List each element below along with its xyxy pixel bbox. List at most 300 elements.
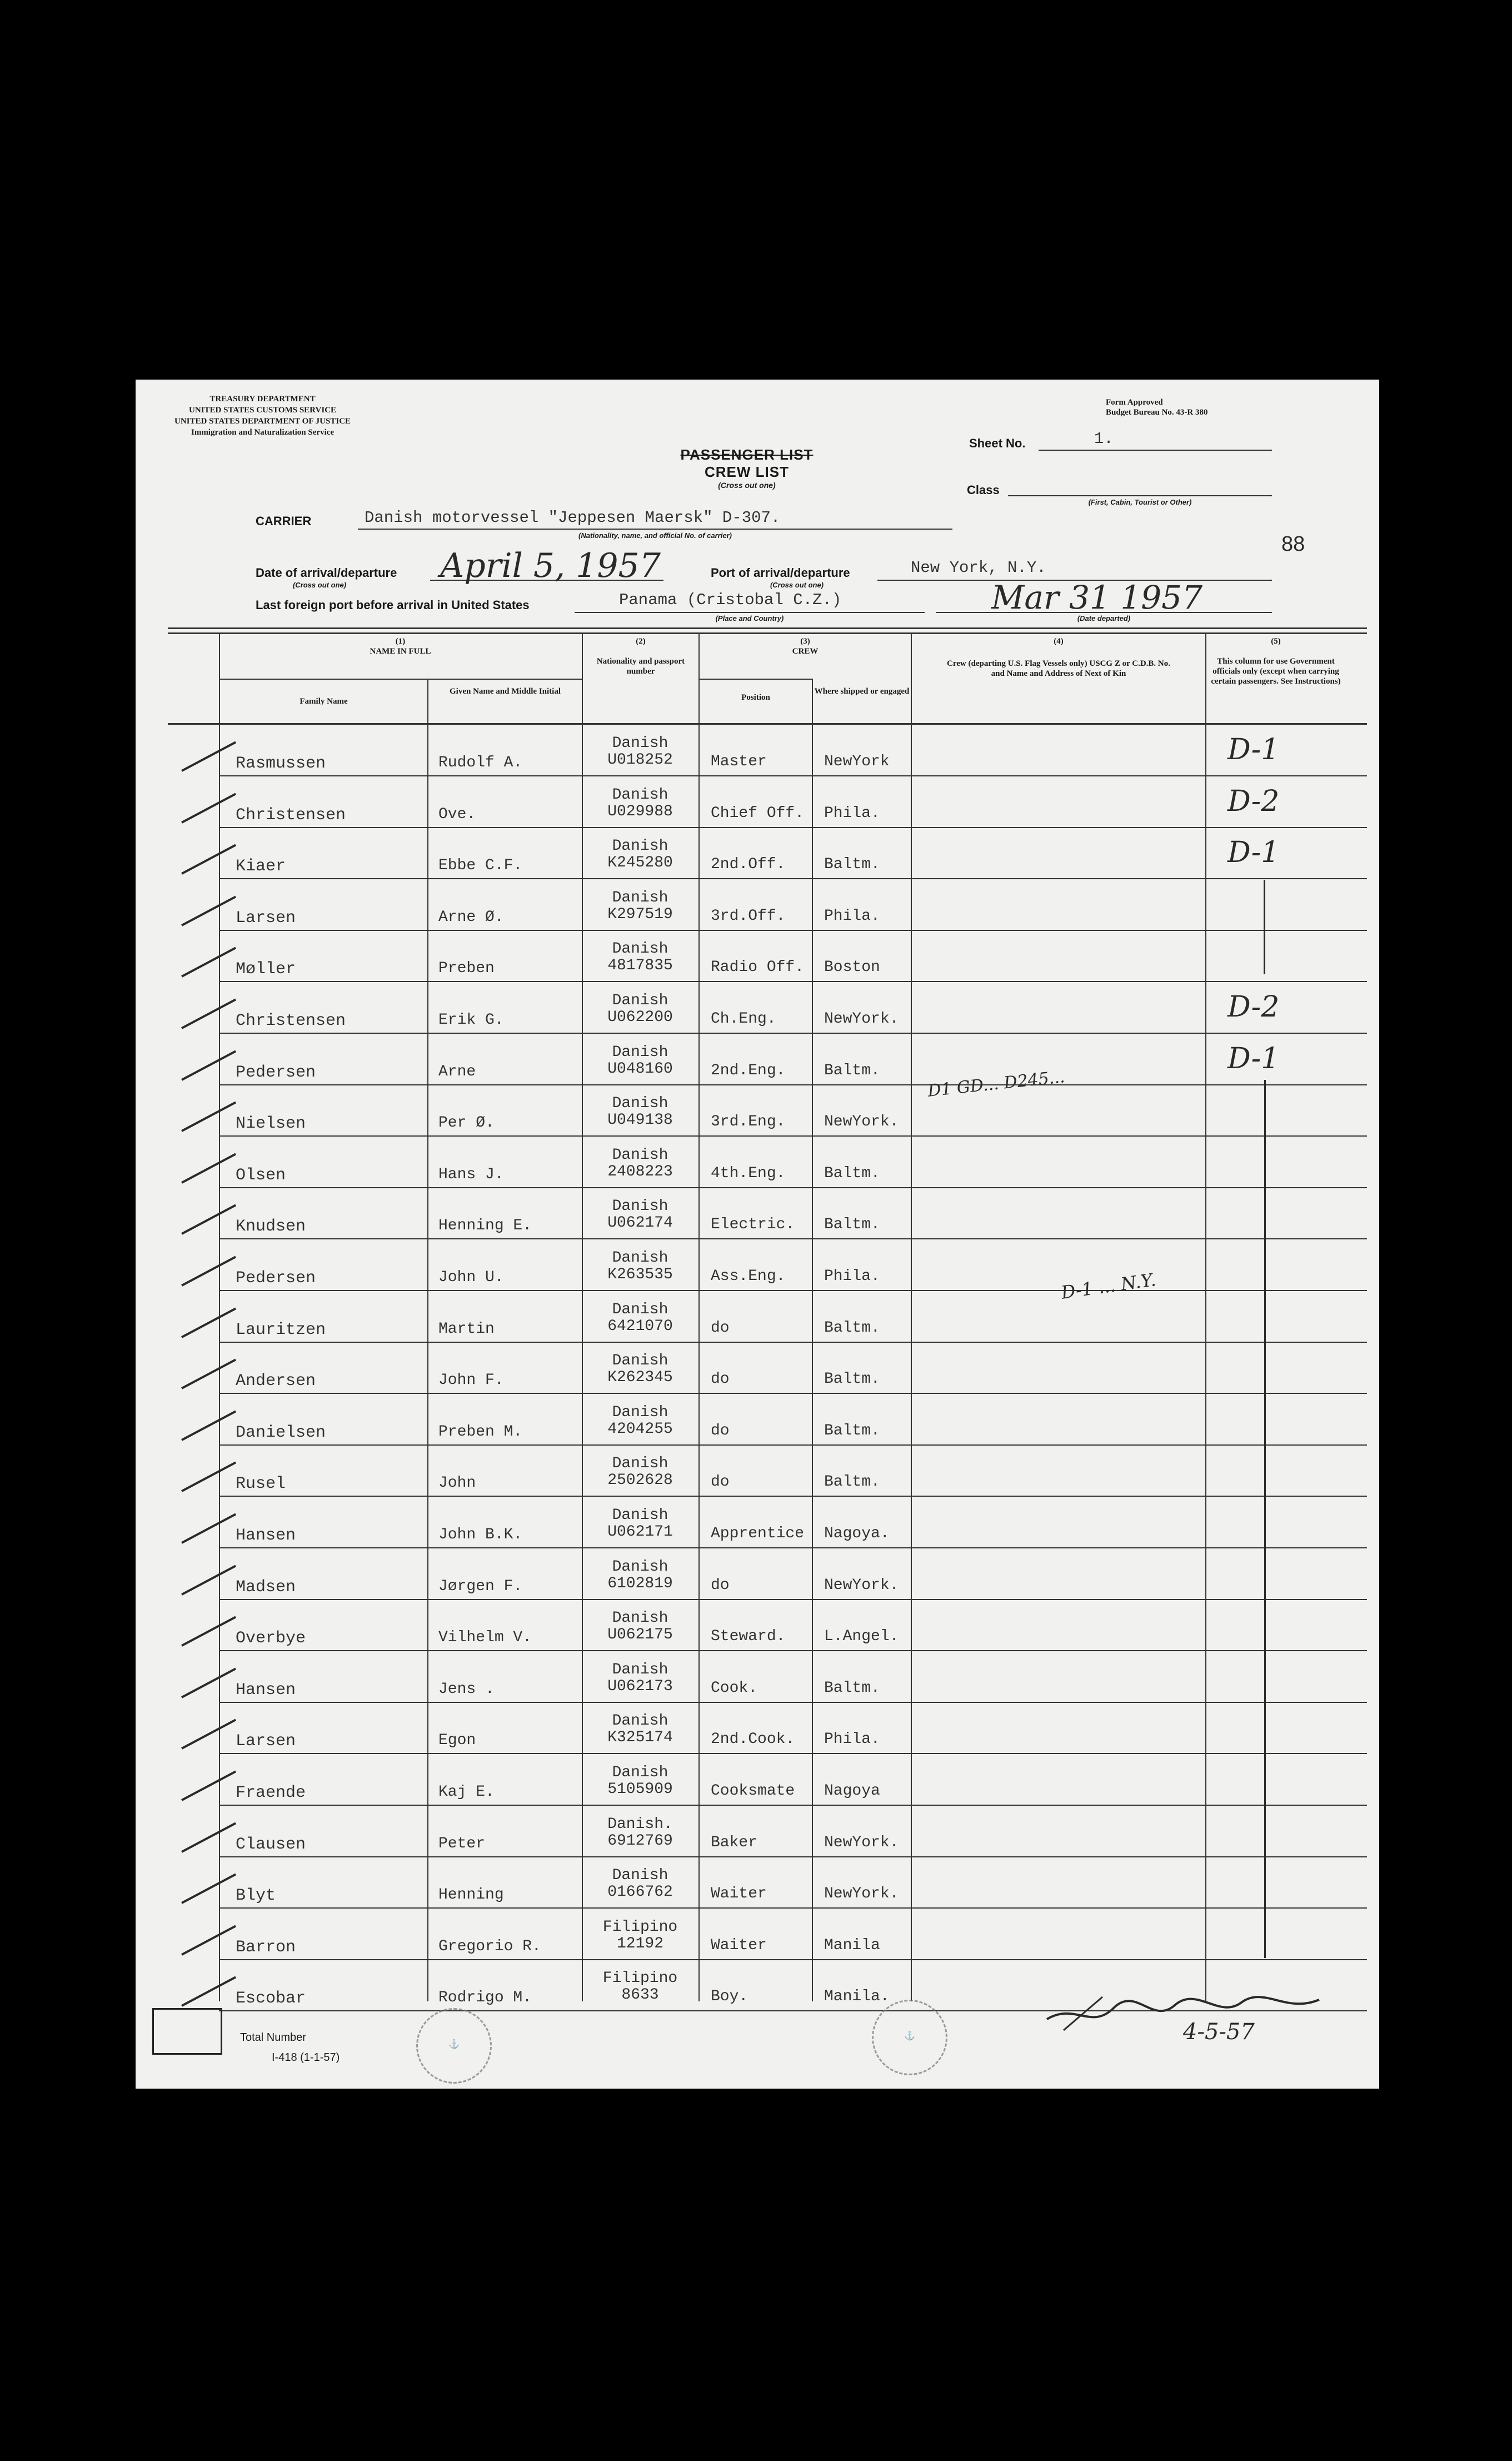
crew-position: Steward.: [711, 1628, 786, 1645]
official-mark: D-1: [1227, 836, 1280, 869]
last-port-rule: [575, 612, 925, 613]
checkmark: [181, 1462, 236, 1492]
where-engaged: Baltm.: [824, 1216, 880, 1233]
given-name: Rodrigo M.: [438, 1989, 532, 2006]
checkmark: [181, 1874, 236, 1904]
where-engaged: Baltm.: [824, 1319, 880, 1337]
checkmark: [181, 1050, 236, 1081]
crew-position: 3rd.Off.: [711, 908, 786, 925]
passport-number: U062173: [607, 1678, 673, 1695]
where-engaged: Baltm.: [824, 856, 880, 873]
nationality-passport: [582, 993, 698, 1026]
crew-position: Baker: [711, 1834, 758, 1851]
family-name: Olsen: [236, 1166, 286, 1185]
crew-position: Ch.Eng.: [711, 1010, 776, 1028]
where-engaged: NewYork.: [824, 1577, 899, 1594]
nationality: Danish: [612, 1867, 668, 1884]
port-hint: (Cross out one): [770, 581, 824, 589]
nationality: Danish.: [607, 1816, 673, 1833]
family-name: Madsen: [236, 1578, 296, 1597]
row-divider: [219, 1650, 1367, 1651]
given-name: Gregorio R.: [438, 1938, 541, 1955]
table-top-border: [168, 627, 1367, 629]
nationality: Danish: [612, 1661, 668, 1678]
row-divider: [219, 1547, 1367, 1548]
passport-number: U062200: [607, 1009, 673, 1026]
col-divider-officials: [1205, 632, 1206, 2001]
family-name: Blyt: [236, 1886, 276, 1905]
nationality-passport: [582, 1353, 698, 1386]
header-bottom-border: [168, 723, 1367, 725]
nationality: Filipino: [602, 1919, 678, 1936]
nationality-passport: [582, 1559, 698, 1592]
family-name: Rusel: [236, 1474, 286, 1493]
passport-number: 2408223: [607, 1163, 673, 1180]
nationality: Danish: [612, 1352, 668, 1369]
nationality-passport: [582, 1970, 698, 2004]
checkmark: [181, 1513, 236, 1544]
carrier-rule: [358, 529, 952, 530]
nationality: Danish: [612, 1044, 668, 1061]
row-divider: [219, 827, 1367, 828]
family-name: Nielsen: [236, 1114, 306, 1133]
col-divider-given: [427, 679, 428, 2001]
nationality-passport: [582, 1713, 698, 1746]
nationality-passport: [582, 1610, 698, 1643]
crew-position: 2nd.Cook.: [711, 1731, 795, 1748]
passport-number: 5105909: [607, 1781, 673, 1798]
col-divider-crew: [698, 632, 700, 2001]
passenger-list-title-struck: PASSENGER LIST: [680, 446, 814, 463]
col-divider-kin: [911, 632, 912, 2001]
nationality-passport: [582, 890, 698, 923]
agency-line: TREASURY DEPARTMENT: [209, 395, 316, 403]
where-engaged: NewYork: [824, 753, 890, 770]
date-departed-value: Mar 31 1957: [991, 579, 1202, 616]
family-name: Hansen: [236, 1526, 296, 1545]
crew-position: Cooksmate: [711, 1782, 795, 1800]
passport-number: 0166762: [607, 1884, 673, 1901]
given-name: Arne Ø.: [438, 909, 504, 926]
checkmark: [181, 1616, 236, 1647]
nationality: Filipino: [602, 1970, 678, 1987]
passport-number: K263535: [607, 1266, 673, 1283]
nationality-passport: [582, 1250, 698, 1283]
total-number-box: [152, 2008, 222, 2055]
crew-position: Boy.: [711, 1988, 748, 2005]
crew-position: 4th.Eng.: [711, 1165, 786, 1182]
given-name: Jørgen F.: [438, 1578, 523, 1595]
checkmark: [181, 1153, 236, 1184]
checkmark: [181, 741, 236, 772]
passport-number: K325174: [607, 1729, 673, 1746]
col5-bracket-line: [1264, 880, 1265, 974]
last-port-hint: (Place and Country): [715, 614, 784, 622]
given-name: Peter: [438, 1835, 486, 1852]
signature-date: 4-5-57: [1183, 2019, 1255, 2045]
passport-number: 6421070: [607, 1318, 673, 1335]
row-divider: [219, 1805, 1367, 1806]
row-divider: [219, 1959, 1367, 1960]
crew-position: do: [711, 1371, 730, 1388]
nationality: Danish: [612, 1455, 668, 1472]
col5-number: (5): [1271, 637, 1281, 646]
where-engaged: Baltm.: [824, 1473, 880, 1491]
col1-title: NAME IN FULL: [370, 647, 431, 656]
nationality-passport: [582, 1198, 698, 1232]
crew-position: 3rd.Eng.: [711, 1113, 786, 1130]
family-name: Andersen: [236, 1372, 316, 1391]
col1-header: [219, 636, 582, 656]
family-name: Rasmussen: [236, 754, 326, 773]
where-engaged: Baltm.: [824, 1165, 880, 1182]
col4-title: Crew (departing U.S. Flag Vessels only) USCG Z or C.D.B. No. and Name and Address of Next of Kin: [947, 659, 1170, 678]
where-engaged: Phila.: [824, 908, 880, 925]
row-divider: [219, 1393, 1367, 1394]
row-divider: [219, 1702, 1367, 1703]
checkmark: [181, 1822, 236, 1853]
given-name: Rudolf A.: [438, 754, 523, 771]
crew-position: Waiter: [711, 1885, 767, 1902]
date-departed-hint: (Date departed): [1077, 614, 1131, 622]
date-label: Date of arrival/departure: [256, 566, 397, 580]
official-mark: D-1: [1227, 733, 1280, 766]
where-engaged: NewYork.: [824, 1885, 899, 1902]
passport-number: 12192: [616, 1935, 663, 1952]
nationality-passport: [582, 838, 698, 871]
class-rule: [1008, 495, 1272, 496]
where-header: Where shipped or engaged: [814, 687, 910, 696]
where-engaged: L.Angel.: [824, 1628, 899, 1645]
agency-line: UNITED STATES DEPARTMENT OF JUSTICE: [174, 417, 351, 426]
nationality-passport: [582, 735, 698, 769]
checkmark: [181, 1565, 236, 1596]
family-name: Knudsen: [236, 1217, 306, 1236]
nationality: Danish: [612, 786, 668, 804]
row-divider: [219, 981, 1367, 982]
nationality: Danish: [612, 1610, 668, 1627]
row-divider: [219, 1444, 1367, 1446]
where-engaged: Nagoya: [824, 1782, 880, 1800]
list-title: [647, 446, 847, 490]
header-split-name: [219, 679, 582, 680]
where-engaged: Nagoya.: [824, 1525, 890, 1542]
crew-position: Master: [711, 753, 767, 770]
where-engaged: Manila: [824, 1937, 880, 1954]
row-divider: [219, 1135, 1367, 1137]
nationality-passport: [582, 1147, 698, 1180]
given-name: John: [438, 1474, 476, 1492]
passport-number: 2502628: [607, 1472, 673, 1489]
nationality: Danish: [612, 735, 668, 752]
family-name: Escobar: [236, 1989, 306, 2008]
passport-number: U018252: [607, 751, 673, 769]
row-divider: [219, 1599, 1367, 1600]
passport-number: K245280: [607, 854, 673, 871]
given-name: John U.: [438, 1269, 504, 1286]
family-name: Pedersen: [236, 1063, 316, 1082]
carrier-value: Danish motorvessel "Jeppesen Maersk" D-307.: [365, 509, 781, 527]
col5-title: This column for use Government officials only (except when carrying certain passengers. See Instructions): [1211, 657, 1341, 686]
form-approved-text: Form Approved: [1106, 398, 1163, 407]
checkmark: [181, 1925, 236, 1956]
col5-header: [1206, 636, 1345, 686]
row-divider: [219, 878, 1367, 879]
nationality-passport: [582, 1456, 698, 1489]
family-name-header: Family Name: [300, 697, 348, 706]
passport-number: 4204255: [607, 1421, 673, 1438]
agency-line: UNITED STATES CUSTOMS SERVICE: [189, 406, 336, 415]
given-name: Ebbe C.F.: [438, 857, 523, 874]
crew-position: do: [711, 1319, 730, 1337]
passport-number: U062171: [607, 1523, 673, 1541]
carrier-label: CARRIER: [256, 514, 312, 528]
col2-title: Nationality and passport number: [596, 657, 685, 676]
col3-header: [700, 636, 911, 656]
row-divider: [219, 775, 1367, 776]
where-engaged: Boston: [824, 959, 880, 976]
where-engaged: Phila.: [824, 1731, 880, 1748]
nationality: Danish: [612, 889, 668, 906]
col4-number: (4): [1054, 637, 1064, 646]
nationality-passport: [582, 1507, 698, 1541]
family-name: Larsen: [236, 909, 296, 928]
class-hint: (First, Cabin, Tourist or Other): [1088, 498, 1192, 506]
passport-number: U048160: [607, 1060, 673, 1078]
family-name: Larsen: [236, 1732, 296, 1751]
checkmark: [181, 896, 236, 926]
official-stamp: ⚓: [872, 2000, 947, 2075]
agency-header: [174, 393, 351, 438]
total-number-label: Total Number: [240, 2031, 306, 2044]
nationality: Danish: [612, 1301, 668, 1318]
checkmark: [181, 947, 236, 978]
row-divider: [219, 1238, 1367, 1239]
passport-number: 4817835: [607, 957, 673, 974]
where-engaged: Baltm.: [824, 1371, 880, 1388]
given-name: Egon: [438, 1732, 476, 1749]
nationality-passport: [582, 1662, 698, 1695]
nationality-passport: [582, 1302, 698, 1335]
nationality: Danish: [612, 1404, 668, 1421]
nationality-passport: [582, 1095, 698, 1129]
passport-number: U062174: [607, 1214, 673, 1232]
nationality: Danish: [612, 1507, 668, 1524]
where-engaged: Phila.: [824, 805, 880, 822]
col4-header: [912, 636, 1205, 679]
crew-position: Radio Off.: [711, 959, 805, 976]
given-name: John B.K.: [438, 1526, 523, 1543]
checkmark: [181, 1359, 236, 1389]
given-name: Henning E.: [438, 1217, 532, 1234]
given-name: Arne: [438, 1063, 476, 1080]
checkmark: [181, 793, 236, 824]
sheet-rule: [1039, 450, 1272, 451]
nationality-passport: [582, 1816, 698, 1850]
nationality-passport: [582, 1867, 698, 1901]
family-name: Pedersen: [236, 1269, 316, 1288]
checkmark: [181, 1204, 236, 1235]
row-divider: [219, 1187, 1367, 1188]
col2-header: [583, 636, 698, 676]
checkmark: [181, 1411, 236, 1441]
nationality: Danish: [612, 992, 668, 1009]
form-approval: [1106, 397, 1208, 417]
family-name: Barron: [236, 1938, 296, 1957]
col3-number: (3): [800, 637, 810, 646]
passport-number: U062175: [607, 1626, 673, 1643]
checkmark: [181, 999, 236, 1029]
family-name: Christensen: [236, 1012, 346, 1030]
official-mark: D-1: [1227, 1042, 1280, 1075]
nationality-passport: [582, 1919, 698, 1952]
header-split-crew: [698, 679, 812, 680]
given-name: Henning: [438, 1886, 504, 1904]
budget-bureau-text: Budget Bureau No. 43-R 380: [1106, 408, 1208, 417]
page-number: 88: [1281, 532, 1305, 556]
where-engaged: Baltm.: [824, 1422, 880, 1439]
given-name: Hans J.: [438, 1166, 504, 1183]
official-mark: D-2: [1227, 785, 1280, 818]
where-engaged: Baltm.: [824, 1062, 880, 1079]
lauritzen-handwritten-note: D-1 ... N.Y.: [1060, 1269, 1157, 1303]
checkmark: [181, 1771, 236, 1801]
checkmark: [181, 844, 236, 875]
crew-position: Cook.: [711, 1680, 758, 1697]
position-header: Position: [741, 693, 770, 702]
passport-number: U049138: [607, 1112, 673, 1129]
row-divider: [219, 1084, 1367, 1085]
crew-list-sheet: [136, 380, 1379, 2089]
last-port-value: Panama (Cristobal C.Z.): [619, 591, 842, 609]
table-top-border-inner: [168, 632, 1367, 634]
row-divider: [219, 1033, 1367, 1034]
checkmark: [181, 1102, 236, 1132]
col-divider-where: [812, 679, 813, 2001]
given-name-header: Given Name and Middle Initial: [449, 687, 561, 696]
cross-out-hint: (Cross out one): [718, 481, 776, 490]
given-name: Erik G.: [438, 1012, 504, 1029]
crew-position: Ass.Eng.: [711, 1268, 786, 1285]
nationality: Danish: [612, 838, 668, 855]
where-engaged: Manila.: [824, 1988, 890, 2005]
where-engaged: NewYork.: [824, 1834, 899, 1851]
family-name: Overbye: [236, 1629, 306, 1648]
family-name: Kiaer: [236, 857, 286, 876]
given-name: Jens .: [438, 1681, 495, 1698]
col1-number: (1): [395, 637, 406, 646]
nationality: Danish: [612, 1095, 668, 1112]
family-name: Fraende: [236, 1784, 306, 1802]
given-name: Ove.: [438, 806, 476, 823]
given-name: Vilhelm V.: [438, 1629, 532, 1646]
given-name: Preben M.: [438, 1423, 523, 1441]
col2-number: (2): [636, 637, 646, 646]
official-stamp: ⚓: [416, 2008, 492, 2084]
row-divider: [219, 1496, 1367, 1497]
nationality: Danish: [612, 940, 668, 958]
family-name: Danielsen: [236, 1423, 326, 1442]
nationality-passport: [582, 787, 698, 820]
nationality-passport: [582, 1044, 698, 1078]
checkmark: [181, 1256, 236, 1287]
passport-number: 8633: [621, 1986, 659, 2004]
checkmark: [181, 1719, 236, 1750]
family-name: Christensen: [236, 806, 346, 825]
row-divider: [219, 1907, 1367, 1909]
nationality: Danish: [612, 1147, 668, 1164]
sheet-number: 1.: [1094, 430, 1114, 448]
col5-handwritten-line: [1264, 1080, 1266, 1958]
given-name: Per Ø.: [438, 1114, 495, 1132]
family-name: Møller: [236, 960, 296, 979]
crew-position: 2nd.Eng.: [711, 1062, 786, 1079]
given-name: Martin: [438, 1321, 495, 1338]
class-label: Class: [967, 483, 1000, 497]
nationality-passport: [582, 1404, 698, 1438]
given-name: Kaj E.: [438, 1784, 495, 1801]
crew-position: 2nd.Off.: [711, 856, 786, 873]
port-label: Port of arrival/departure: [711, 566, 850, 580]
nationality: Danish: [612, 1249, 668, 1267]
date-value: April 5, 1957: [440, 546, 661, 585]
nationality: Danish: [612, 1712, 668, 1730]
passport-number: K297519: [607, 906, 673, 923]
crew-position: do: [711, 1422, 730, 1439]
where-engaged: Baltm.: [824, 1680, 880, 1697]
checkmark: [181, 1308, 236, 1338]
crew-position: Electric.: [711, 1216, 795, 1233]
nielsen-handwritten-note: D1 GD... D245...: [926, 1067, 1066, 1101]
row-divider: [219, 1856, 1367, 1857]
port-value: New York, N.Y.: [911, 559, 1046, 577]
crew-list-title: CREW LIST: [705, 464, 789, 480]
crew-position: Apprentice: [711, 1525, 805, 1542]
row-divider: [219, 1753, 1367, 1754]
date-hint: (Cross out one): [292, 581, 347, 589]
family-name: Hansen: [236, 1681, 296, 1700]
passport-number: 6102819: [607, 1575, 673, 1592]
where-engaged: Phila.: [824, 1268, 880, 1285]
last-port-label: Last foreign port before arrival in United States: [256, 598, 530, 612]
crew-position: do: [711, 1577, 730, 1594]
given-name: John F.: [438, 1372, 504, 1389]
nationality-passport: [582, 1765, 698, 1798]
row-divider: [219, 930, 1367, 931]
given-name: Preben: [438, 960, 495, 977]
passport-number: 6912769: [607, 1832, 673, 1850]
row-divider: [219, 1290, 1367, 1291]
passport-number: K262345: [607, 1369, 673, 1386]
agency-line: Immigration and Naturalization Service: [191, 428, 335, 437]
crew-position: do: [711, 1473, 730, 1491]
official-mark: D-2: [1227, 990, 1280, 1024]
family-name: Lauritzen: [236, 1321, 326, 1339]
nationality: Danish: [612, 1764, 668, 1781]
form-id: I-418 (1-1-57): [272, 2051, 340, 2064]
nationality-passport: [582, 941, 698, 974]
passport-number: U029988: [607, 803, 673, 820]
checkmark: [181, 1976, 236, 2007]
where-engaged: NewYork.: [824, 1113, 899, 1130]
crew-position: Chief Off.: [711, 805, 805, 822]
crew-position: Waiter: [711, 1937, 767, 1954]
carrier-hint: (Nationality, name, and official No. of carrier): [578, 531, 732, 540]
sheet-label: Sheet No.: [969, 436, 1026, 450]
family-name: Clausen: [236, 1835, 306, 1854]
nationality: Danish: [612, 1558, 668, 1576]
checkmark: [181, 1668, 236, 1698]
